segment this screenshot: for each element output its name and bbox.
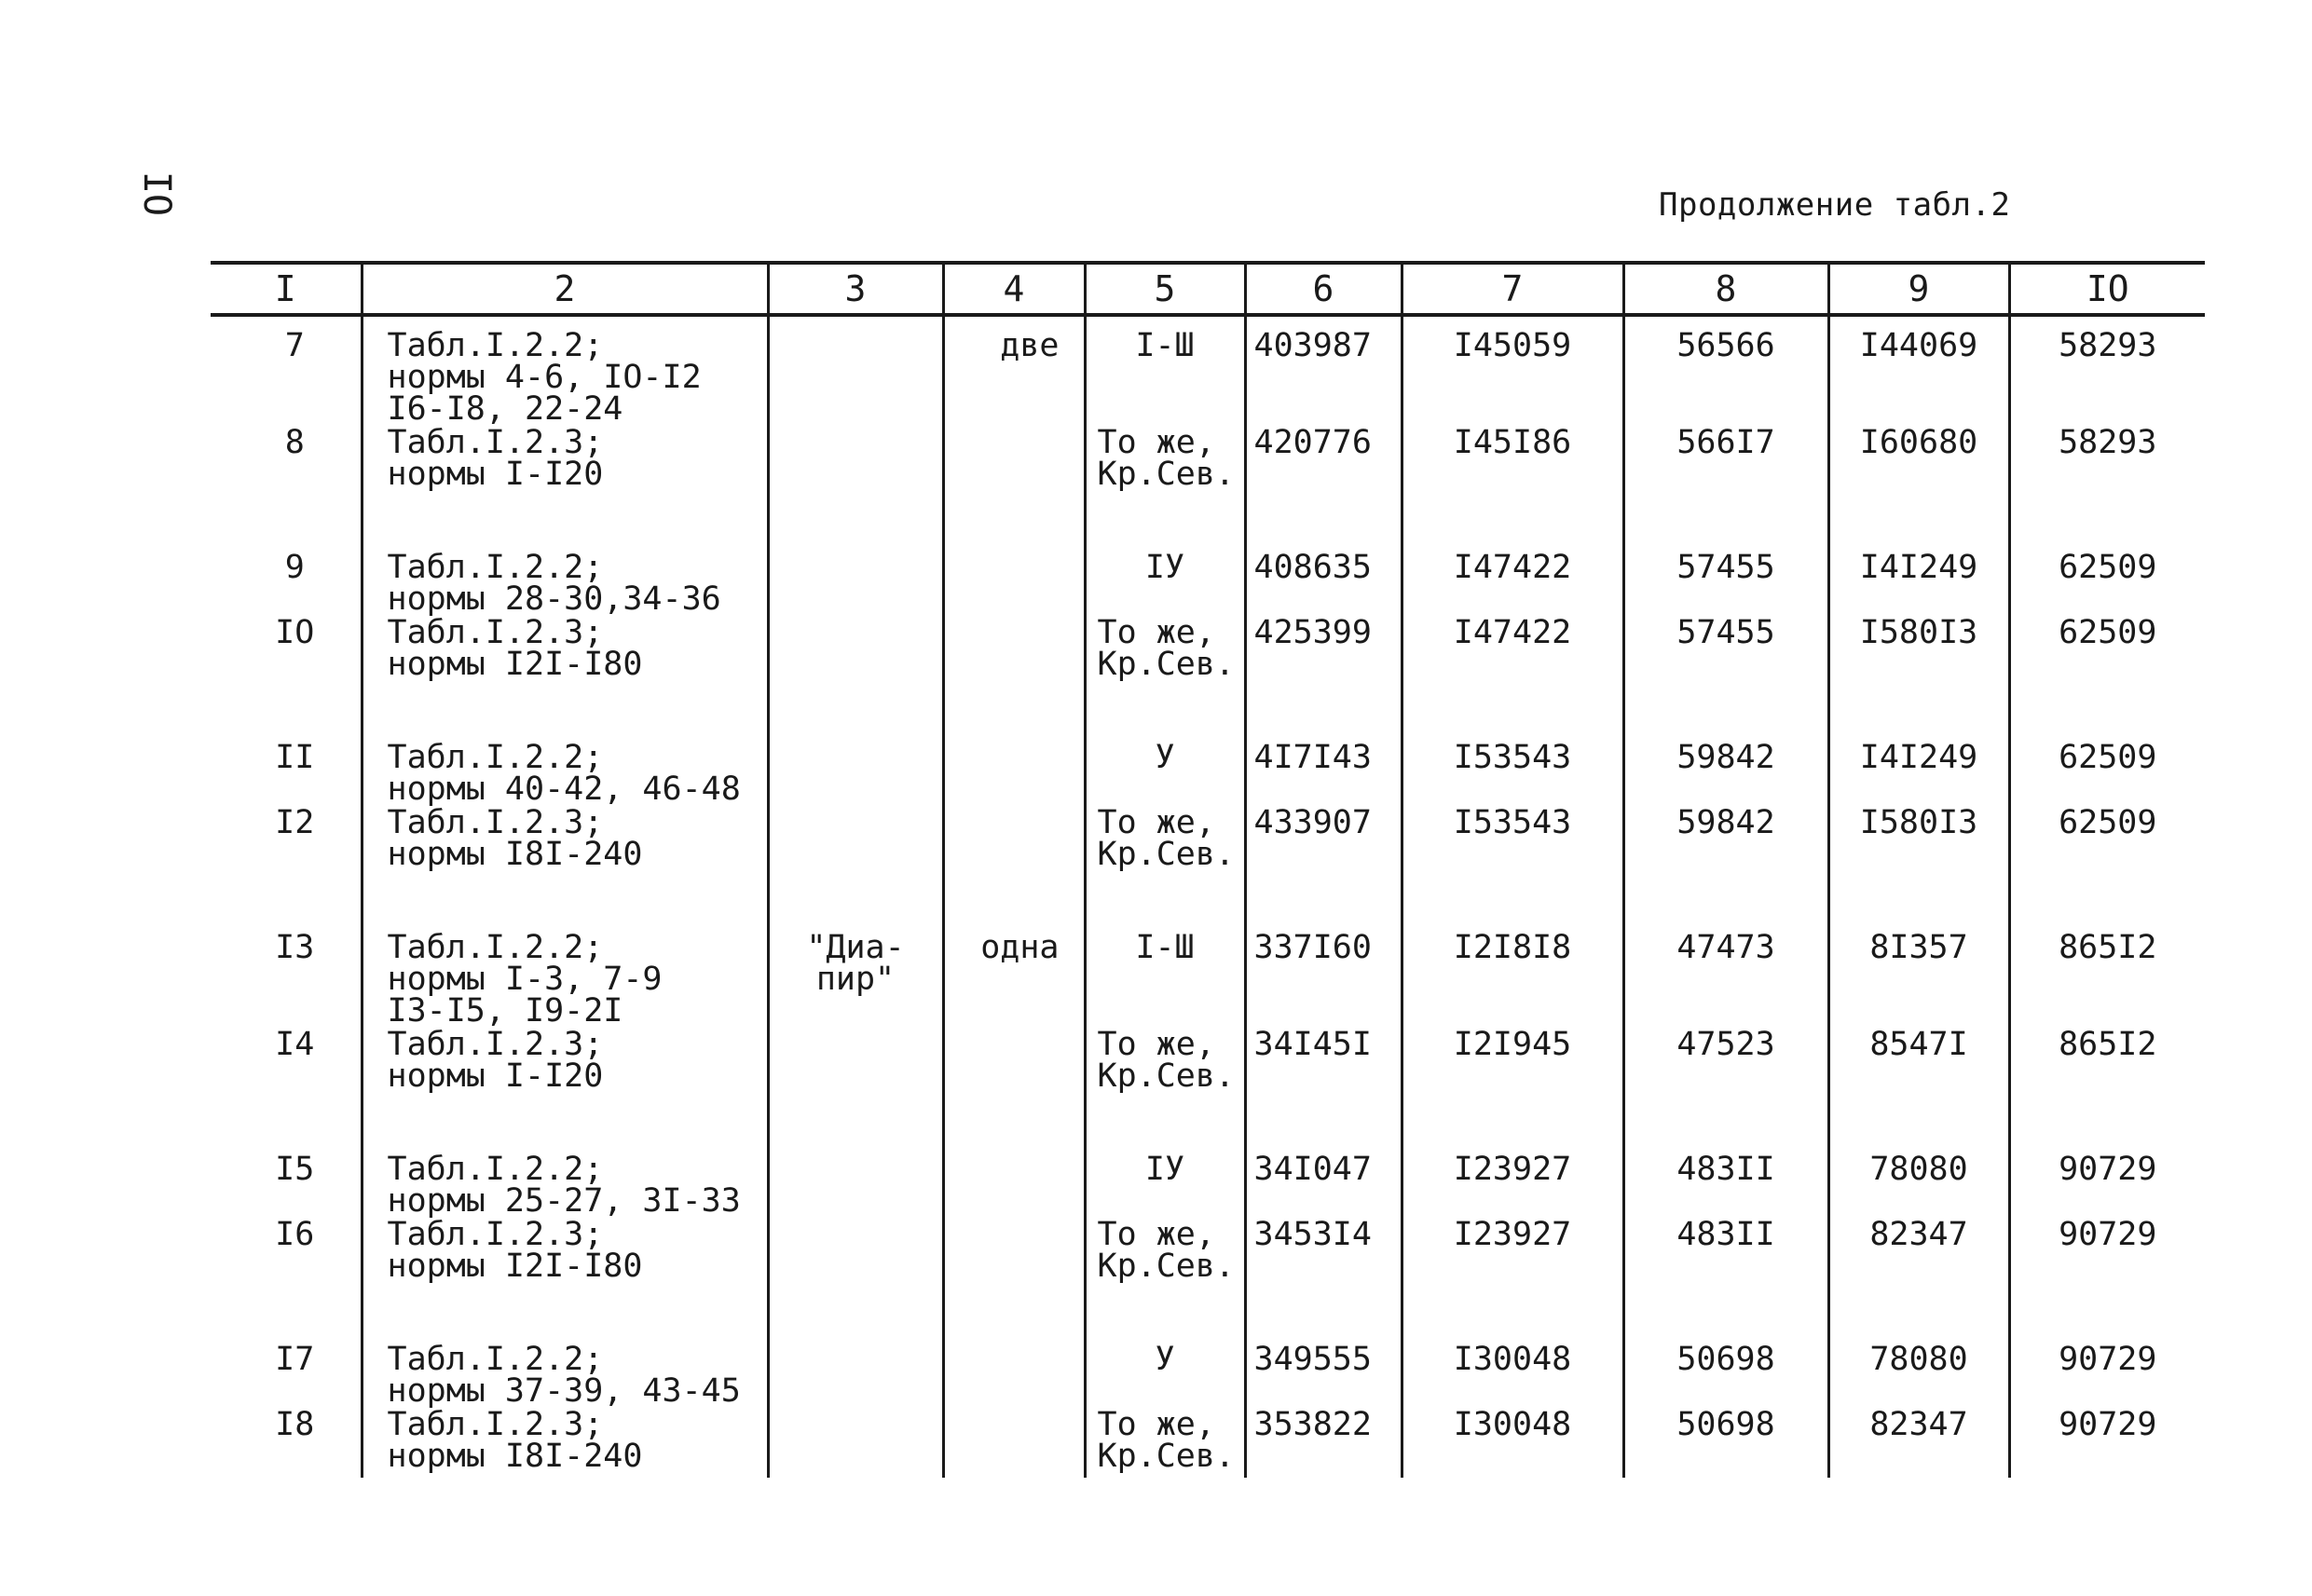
column-9-cell: 78080 <box>1828 1140 2009 1217</box>
column-3-cell <box>768 1217 943 1330</box>
column-header-10: IO <box>2009 263 2205 315</box>
table-row <box>211 1140 2205 1217</box>
column-9-cell: 8547I <box>1828 1027 2009 1140</box>
column-3-cell <box>768 1027 943 1140</box>
header-row <box>211 263 2205 315</box>
column-3-cell <box>768 729 943 805</box>
column-8-cell: 483II <box>1623 1217 1828 1330</box>
column-10-cell: 90729 <box>2009 1217 2205 1330</box>
column-10-cell: 62509 <box>2009 615 2205 729</box>
column-4-cell <box>943 805 1085 919</box>
column-4-cell <box>943 1407 1085 1478</box>
column-9-cell: I44069 <box>1828 315 2009 425</box>
table-header <box>211 263 2205 315</box>
column-10-cell: 62509 <box>2009 729 2205 805</box>
source-reference: Табл.I.2.3; нормы I2I-I80 <box>362 615 768 729</box>
column-8-cell: 59842 <box>1623 805 1828 919</box>
table-container <box>211 261 2205 1478</box>
column-5-cell: У <box>1085 729 1245 805</box>
column-7-cell: I30048 <box>1402 1407 1623 1478</box>
row-number: II <box>275 739 315 776</box>
row-number: I5 <box>275 1151 315 1188</box>
column-5-cell: У <box>1085 1330 1245 1407</box>
column-8-cell: 56566 <box>1623 315 1828 425</box>
column-header-6: 6 <box>1245 263 1402 315</box>
column-9-cell: 82347 <box>1828 1217 2009 1330</box>
column-7-cell: I2I8I8 <box>1402 919 1623 1027</box>
table-row <box>211 919 2205 1027</box>
column-10-cell: 90729 <box>2009 1407 2205 1478</box>
column-4-cell <box>943 615 1085 729</box>
source-reference: Табл.I.2.3; нормы I2I-I80 <box>362 1217 768 1330</box>
table-row <box>211 1027 2205 1140</box>
column-4-cell <box>943 1330 1085 1407</box>
column-10-cell: 62509 <box>2009 805 2205 919</box>
table-row <box>211 1330 2205 1407</box>
column-3-cell <box>768 615 943 729</box>
column-8-cell: 59842 <box>1623 729 1828 805</box>
column-5-cell: I-Ш <box>1085 919 1245 1027</box>
row-number: 9 <box>284 549 305 586</box>
column-4-cell: одна <box>943 919 1085 1027</box>
column-8-cell: 47523 <box>1623 1027 1828 1140</box>
column-9-cell: 82347 <box>1828 1407 2009 1478</box>
row-number: I4 <box>275 1026 315 1063</box>
source-reference: Табл.I.2.3; нормы I8I-240 <box>362 1407 768 1478</box>
column-3-cell <box>768 425 943 539</box>
column-6-cell: 34I45I <box>1245 1027 1402 1140</box>
row-number: IO <box>275 614 315 651</box>
column-8-cell: 50698 <box>1623 1330 1828 1407</box>
column-10-cell: 62509 <box>2009 539 2205 615</box>
column-9-cell: I4I249 <box>1828 539 2009 615</box>
table-row <box>211 805 2205 919</box>
source-reference: Табл.I.2.3; нормы I-I20 <box>362 1027 768 1140</box>
column-5-cell: То же, Кр.Сев. <box>1085 425 1245 539</box>
column-7-cell: I45059 <box>1402 315 1623 425</box>
column-5-cell: IУ <box>1085 1140 1245 1217</box>
column-4-cell <box>943 425 1085 539</box>
column-3-cell <box>768 539 943 615</box>
column-7-cell: I53543 <box>1402 729 1623 805</box>
column-4-cell: две <box>943 315 1085 425</box>
column-5-cell: То же, Кр.Сев. <box>1085 805 1245 919</box>
column-10-cell: 58293 <box>2009 425 2205 539</box>
column-10-cell: 90729 <box>2009 1330 2205 1407</box>
column-header-5: 5 <box>1085 263 1245 315</box>
column-header-9: 9 <box>1828 263 2009 315</box>
column-5-cell: То же, Кр.Сев. <box>1085 1407 1245 1478</box>
column-3-cell <box>768 1330 943 1407</box>
column-7-cell: I47422 <box>1402 539 1623 615</box>
column-9-cell: 8I357 <box>1828 919 2009 1027</box>
column-7-cell: I53543 <box>1402 805 1623 919</box>
column-6-cell: 425399 <box>1245 615 1402 729</box>
source-reference: Табл.I.2.2; нормы 28-30,34-36 <box>362 539 768 615</box>
source-reference: Табл.I.2.2; нормы I-3, 7-9 I3-I5, I9-2I <box>362 919 768 1027</box>
row-number: I6 <box>275 1216 315 1253</box>
source-reference: Табл.I.2.2; нормы 25-27, 3I-33 <box>362 1140 768 1217</box>
column-10-cell: 90729 <box>2009 1140 2205 1217</box>
column-header-4: 4 <box>943 263 1085 315</box>
column-7-cell: I2I945 <box>1402 1027 1623 1140</box>
table-row <box>211 1217 2205 1330</box>
table-row <box>211 729 2205 805</box>
column-3-cell <box>768 315 943 425</box>
data-table <box>211 261 2205 1478</box>
column-10-cell: 865I2 <box>2009 919 2205 1027</box>
table-continuation-label: Продолжение табл.2 <box>1659 186 2011 224</box>
column-7-cell: I30048 <box>1402 1330 1623 1407</box>
source-reference: Табл.I.2.3; нормы I8I-240 <box>362 805 768 919</box>
column-7-cell: I23927 <box>1402 1217 1623 1330</box>
column-10-cell: 58293 <box>2009 315 2205 425</box>
column-9-cell: 78080 <box>1828 1330 2009 1407</box>
column-7-cell: I45I86 <box>1402 425 1623 539</box>
column-9-cell: I580I3 <box>1828 805 2009 919</box>
row-number: I7 <box>275 1341 315 1378</box>
source-reference: Табл.I.2.3; нормы I-I20 <box>362 425 768 539</box>
column-header-8: 8 <box>1623 263 1828 315</box>
column-6-cell: 337I60 <box>1245 919 1402 1027</box>
column-3-cell: "Диа- пир" <box>768 919 943 1027</box>
column-5-cell: I-Ш <box>1085 315 1245 425</box>
column-4-cell <box>943 1027 1085 1140</box>
column-4-cell <box>943 729 1085 805</box>
column-9-cell: I4I249 <box>1828 729 2009 805</box>
column-4-cell <box>943 1140 1085 1217</box>
table-row <box>211 1407 2205 1478</box>
table-row <box>211 315 2205 425</box>
row-number: 8 <box>284 424 305 461</box>
table-row <box>211 539 2205 615</box>
column-header-3: 3 <box>768 263 943 315</box>
column-4-cell <box>943 539 1085 615</box>
column-8-cell: 47473 <box>1623 919 1828 1027</box>
column-5-cell: То же, Кр.Сев. <box>1085 1217 1245 1330</box>
column-5-cell: То же, Кр.Сев. <box>1085 1027 1245 1140</box>
row-number: I3 <box>275 929 315 966</box>
column-3-cell <box>768 805 943 919</box>
column-3-cell <box>768 1140 943 1217</box>
row-number: I2 <box>275 804 315 841</box>
column-9-cell: I580I3 <box>1828 615 2009 729</box>
table-row <box>211 615 2205 729</box>
column-6-cell: 349555 <box>1245 1330 1402 1407</box>
column-6-cell: 433907 <box>1245 805 1402 919</box>
table-row <box>211 425 2205 539</box>
column-5-cell: То же, Кр.Сев. <box>1085 615 1245 729</box>
column-8-cell: 50698 <box>1623 1407 1828 1478</box>
column-8-cell: 483II <box>1623 1140 1828 1217</box>
column-7-cell: I23927 <box>1402 1140 1623 1217</box>
column-3-cell <box>768 1407 943 1478</box>
column-header-7: 7 <box>1402 263 1623 315</box>
column-8-cell: 566I7 <box>1623 425 1828 539</box>
page-number: IO <box>135 171 178 217</box>
column-6-cell: 353822 <box>1245 1407 1402 1478</box>
column-6-cell: 408635 <box>1245 539 1402 615</box>
column-8-cell: 57455 <box>1623 539 1828 615</box>
row-number: 7 <box>284 327 305 364</box>
column-header-1: I <box>211 263 362 315</box>
column-10-cell: 865I2 <box>2009 1027 2205 1140</box>
column-8-cell: 57455 <box>1623 615 1828 729</box>
column-5-cell: IУ <box>1085 539 1245 615</box>
column-7-cell: I47422 <box>1402 615 1623 729</box>
source-reference: Табл.I.2.2; нормы 37-39, 43-45 <box>362 1330 768 1407</box>
column-4-cell <box>943 1217 1085 1330</box>
column-6-cell: 420776 <box>1245 425 1402 539</box>
column-9-cell: I60680 <box>1828 425 2009 539</box>
column-6-cell: 4I7I43 <box>1245 729 1402 805</box>
column-6-cell: 34I047 <box>1245 1140 1402 1217</box>
table-body <box>211 315 2205 1478</box>
column-header-2: 2 <box>362 263 768 315</box>
source-reference: Табл.I.2.2; нормы 40-42, 46-48 <box>362 729 768 805</box>
source-reference: Табл.I.2.2; нормы 4-6, IO-I2 I6-I8, 22-24 <box>362 315 768 425</box>
row-number: I8 <box>275 1406 315 1443</box>
column-6-cell: 403987 <box>1245 315 1402 425</box>
column-6-cell: 3453I4 <box>1245 1217 1402 1330</box>
